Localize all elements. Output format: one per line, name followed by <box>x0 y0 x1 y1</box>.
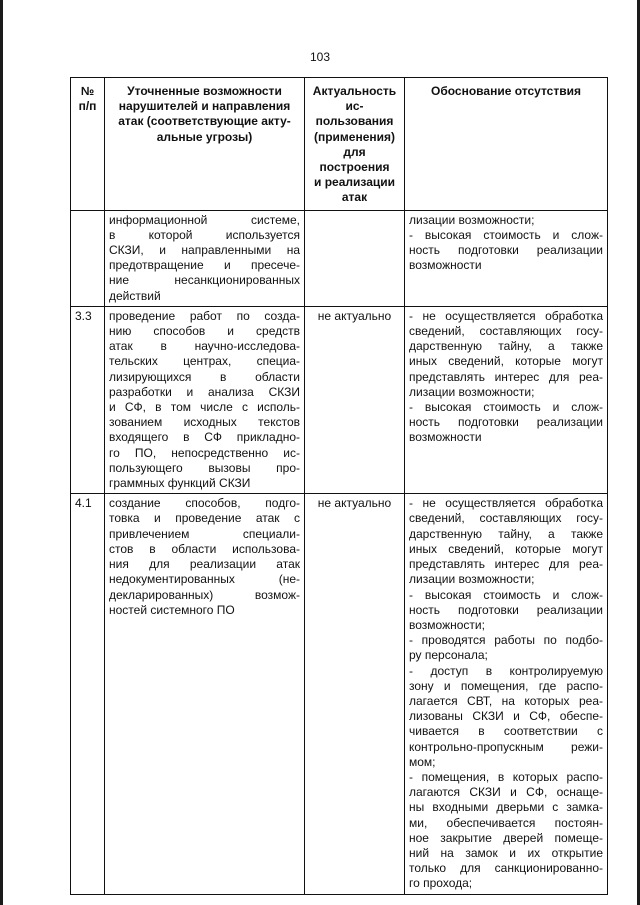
cell-text-line: лизации возможности; <box>409 384 535 399</box>
cell-text-line: нарушителей и направления <box>118 99 291 114</box>
table-header-row <box>71 78 608 211</box>
cell-text-line: ность подготовки реализации <box>409 415 603 430</box>
header-capabilities <box>105 78 305 211</box>
cell-text-line: - высокая стоимость и слож- <box>409 400 603 415</box>
cell-text-line: ностей системного ПО <box>109 602 235 617</box>
cell-text-line: лизации возможности; <box>409 212 535 227</box>
cell-text-line: альные угрозы) <box>156 129 253 144</box>
cell-text-line: информационной системе, <box>109 212 300 227</box>
cell-text-line: разработки и анализа СКЗИ <box>109 384 300 399</box>
table-row <box>71 306 608 493</box>
row-actuality <box>305 210 405 306</box>
cell-text-line: (применения) <box>313 129 396 144</box>
cell-text-line: лагаются СКЗИ и СФ, оснаще- <box>409 785 603 800</box>
cell-text-line: го прохода; <box>409 876 473 891</box>
cell-text-line: ми, обеспечивается постоян- <box>409 815 603 830</box>
cell-text-line: возможности <box>409 258 482 273</box>
cell-text-line: дарственную тайну, а также <box>409 526 603 541</box>
table-row <box>71 210 608 306</box>
cell-text-line: - помещения, в которых распо- <box>409 769 603 784</box>
cell-text-line: тельских центрах, специа- <box>109 354 300 369</box>
cell-text-line: сведений, составляющих госу- <box>409 511 603 526</box>
cell-text-line: Актуальность ис- <box>312 84 397 114</box>
table-row <box>71 494 608 894</box>
row-capability <box>105 306 305 493</box>
cell-text-line: и реализации <box>314 175 395 190</box>
cell-text-line: иных сведений, которые могут <box>409 541 603 556</box>
cell-text-line: ное закрытие дверей помеще- <box>409 830 603 845</box>
row-number <box>71 210 105 306</box>
row-justification <box>405 494 608 894</box>
cell-text-line: лагается СВТ, на которых реа- <box>409 693 603 708</box>
cell-text-line: проведение работ по созда- <box>109 308 300 323</box>
cell-text-line: недокументированных (не- <box>109 572 300 587</box>
cell-text-line: возможности <box>409 430 482 445</box>
cell-text-line: го ПО, непосредственно ис- <box>109 445 300 460</box>
cell-text-line: в которой используется <box>109 227 300 242</box>
cell-text-line: - высокая стоимость и слож- <box>409 227 603 242</box>
cell-text-line: ность подготовки реализации <box>409 243 603 258</box>
row-justification <box>405 306 608 493</box>
cell-text-line: представлять интерес для реа- <box>409 557 603 572</box>
row-actuality: не актуально <box>305 306 405 493</box>
cell-text-line: лизирующихся в области <box>109 369 300 384</box>
cell-text-line: ны входными дверьми с замка- <box>409 800 603 815</box>
cell-text-line: ние несанкционированных <box>109 273 300 288</box>
cell-text-line: создание способов, подго- <box>109 496 300 511</box>
cell-text-line: лизованы СКЗИ и СФ, обеспе- <box>409 709 603 724</box>
row-justification <box>405 210 608 306</box>
cell-text-line: нию способов и средств <box>109 324 300 339</box>
cell-text-line: - проводятся работы по подбо- <box>409 633 603 648</box>
cell-text-line: дарственную тайну, а также <box>409 339 603 354</box>
cell-text-line: товка и проведение атак с <box>109 511 300 526</box>
cell-text-line: привлечением специали- <box>109 526 300 541</box>
cell-text-line: входящего в СФ прикладно- <box>109 430 300 445</box>
cell-text-line: только для санкционированно- <box>409 861 603 876</box>
scan-edge-left <box>0 0 3 905</box>
cell-text-line: - высокая стоимость и слож- <box>409 587 603 602</box>
threat-table <box>70 77 608 895</box>
cell-text-line: возможности; <box>409 617 485 632</box>
cell-text-line: представлять интерес для реа- <box>409 369 603 384</box>
cell-text-line: действий <box>109 288 161 303</box>
page-number: 103 <box>309 50 331 64</box>
cell-text-line: зону и помещения, где распо- <box>409 678 603 693</box>
cell-text-line: пользования <box>315 114 394 129</box>
cell-text-line: для построения <box>319 144 390 175</box>
cell-text-line: контрольно-пропускным режи- <box>409 739 603 754</box>
row-number: 3.3 <box>71 306 105 493</box>
cell-text-line: граммных функций СКЗИ <box>109 476 251 491</box>
cell-text-line: - не осуществляется обработка <box>409 308 603 323</box>
row-capability <box>105 210 305 306</box>
cell-text-line: п/п <box>78 99 97 114</box>
cell-text-line: пользующего вызовы про- <box>109 460 300 475</box>
cell-text-line: атак <box>341 190 368 205</box>
cell-text-line: сведений, составляющих госу- <box>409 324 603 339</box>
row-actuality: не актуально <box>305 494 405 894</box>
cell-text-line: предотвращение и пресече- <box>109 258 300 273</box>
cell-text-line: и СФ, в том числе с исполь- <box>109 400 300 415</box>
cell-text-line: ру персонала; <box>409 648 488 663</box>
cell-text-line: атак (соответствующие акту- <box>118 114 291 129</box>
cell-text-line: зованием исходных текстов <box>109 415 300 430</box>
cell-text-line: Уточненные возможности <box>127 84 282 98</box>
row-capability <box>105 494 305 894</box>
cell-text-line: чивается в соответствии с <box>409 724 603 739</box>
cell-text-line: стов в области использова- <box>109 541 300 556</box>
cell-text-line: атак в научно-исследова- <box>109 339 300 354</box>
header-actuality <box>305 78 405 211</box>
cell-text-line: № <box>80 84 95 98</box>
cell-text-line: декларированных) возмож- <box>109 587 300 602</box>
header-justification <box>405 78 608 211</box>
cell-text-line: мом; <box>409 754 436 769</box>
cell-text-line: Обоснование отсутствия <box>431 84 581 98</box>
cell-text-line: иных сведений, которые могут <box>409 354 603 369</box>
header-number <box>71 78 105 211</box>
cell-text-line: СКЗИ, и направленными на <box>109 243 300 258</box>
cell-text-line: - не осуществляется обработка <box>409 496 603 511</box>
cell-text-line: ность подготовки реализации <box>409 602 603 617</box>
cell-text-line: лизации возможности; <box>409 572 535 587</box>
row-number: 4.1 <box>71 494 105 894</box>
cell-text-line: ний на замок и их открытие <box>409 845 603 860</box>
cell-text-line: ния для реализации атак <box>109 557 300 572</box>
cell-text-line: - доступ в контролируемую <box>409 663 603 678</box>
